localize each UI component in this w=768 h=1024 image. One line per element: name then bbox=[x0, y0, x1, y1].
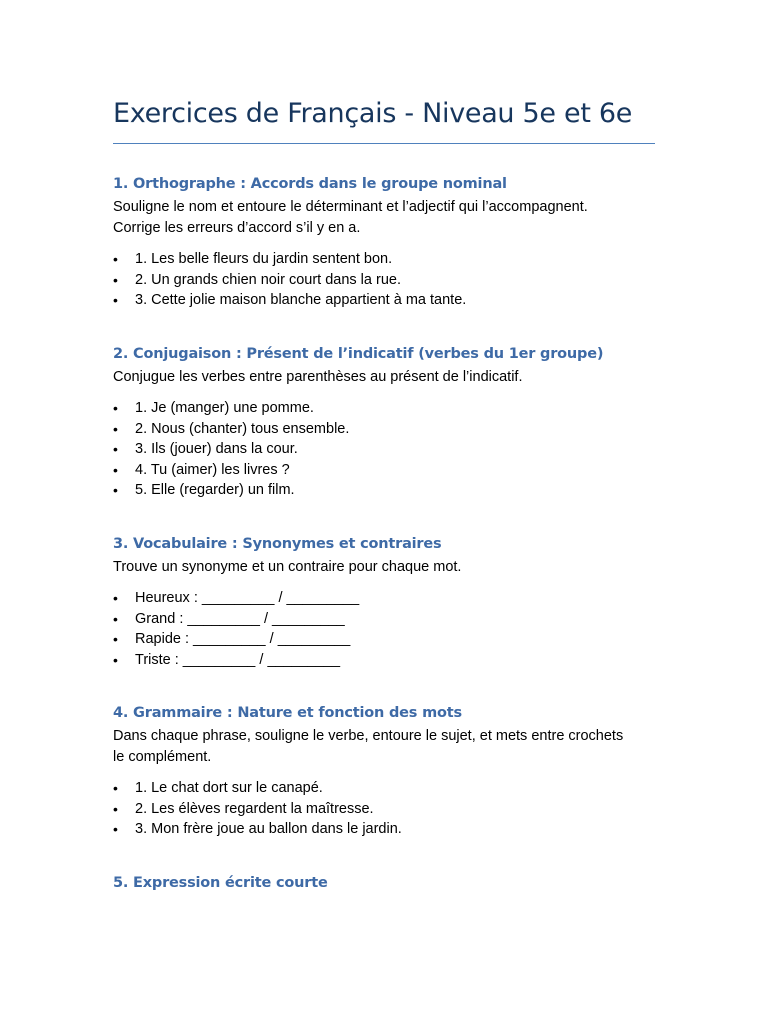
bullet-icon: • bbox=[113, 251, 118, 267]
bullet-icon: • bbox=[113, 590, 118, 606]
list-item-text: 3. Cette jolie maison blanche appartient à ma tante. bbox=[135, 292, 467, 308]
list-item-text: 1. Je (manger) une pomme. bbox=[135, 400, 314, 416]
bullet-icon: • bbox=[113, 271, 118, 288]
list-item bbox=[113, 799, 655, 820]
list-item-text: 2. Nous (chanter) tous ensemble. bbox=[135, 420, 350, 437]
exercise-list bbox=[113, 398, 655, 501]
exercise-list bbox=[113, 778, 655, 840]
section-instructions: Conjugue les verbes entre parenthèses au présent de l’indicatif. bbox=[113, 368, 523, 385]
bullet-icon: • bbox=[113, 780, 118, 796]
list-item bbox=[113, 398, 655, 419]
section-heading: 2. Conjugaison : Présent de l’indicatif (verbes du 1er groupe) bbox=[113, 345, 604, 362]
section-orthographe bbox=[113, 174, 655, 311]
list-item bbox=[113, 419, 655, 440]
section-expression-ecrite bbox=[113, 873, 655, 893]
section-heading: 3. Vocabulaire : Synonymes et contraires bbox=[113, 535, 442, 552]
list-item-text: 2. Les élèves regardent la maîtresse. bbox=[135, 800, 374, 817]
list-item-text: Grand : _________ / _________ bbox=[135, 610, 345, 627]
section-grammaire bbox=[113, 703, 655, 840]
section-vocabulaire bbox=[113, 534, 655, 671]
section-heading: 1. Orthographe : Accords dans le groupe nominal bbox=[113, 176, 507, 192]
list-item bbox=[113, 460, 655, 481]
list-item bbox=[113, 819, 655, 840]
list-item bbox=[113, 778, 655, 799]
list-item bbox=[113, 480, 655, 501]
list-item bbox=[113, 270, 655, 291]
section-instructions: Dans chaque phrase, souligne le verbe, entoure le sujet, et mets entre crochets le complément. bbox=[113, 728, 624, 765]
list-item-text: 5. Elle (regarder) un film. bbox=[135, 482, 295, 498]
list-item-text: 1. Les belle fleurs du jardin sentent bon. bbox=[135, 251, 393, 267]
bullet-icon: • bbox=[113, 651, 118, 668]
list-item-text: 3. Mon frère joue au ballon dans le jardin. bbox=[135, 821, 402, 837]
bullet-icon: • bbox=[113, 441, 118, 457]
bullet-icon: • bbox=[113, 420, 118, 437]
list-item bbox=[113, 290, 655, 311]
bullet-icon: • bbox=[113, 821, 118, 837]
list-item-text: 3. Ils (jouer) dans la cour. bbox=[135, 441, 298, 457]
list-item bbox=[113, 650, 655, 671]
list-item bbox=[113, 629, 655, 650]
bullet-icon: • bbox=[113, 292, 118, 308]
bullet-icon: • bbox=[113, 482, 118, 498]
section-heading: 5. Expression écrite courte bbox=[113, 874, 328, 891]
bullet-icon: • bbox=[113, 631, 118, 647]
bullet-icon: • bbox=[113, 400, 118, 416]
bullet-icon: • bbox=[113, 610, 118, 627]
list-item bbox=[113, 588, 655, 609]
list-item-text: Rapide : _________ / _________ bbox=[135, 631, 351, 647]
section-instructions: Trouve un synonyme et un contraire pour chaque mot. bbox=[113, 558, 462, 575]
exercise-list bbox=[113, 588, 655, 670]
list-item bbox=[113, 439, 655, 460]
list-item-text: 4. Tu (aimer) les livres ? bbox=[135, 461, 290, 478]
section-heading: 4. Grammaire : Nature et fonction des mots bbox=[113, 705, 462, 721]
section-conjugaison bbox=[113, 344, 655, 501]
bullet-icon: • bbox=[113, 461, 118, 478]
list-item bbox=[113, 249, 655, 270]
list-item-text: 1. Le chat dort sur le canapé. bbox=[135, 780, 323, 796]
list-item bbox=[113, 609, 655, 630]
exercise-list bbox=[113, 249, 655, 311]
list-item-text: Heureux : _________ / _________ bbox=[135, 590, 360, 606]
list-item-text: Triste : _________ / _________ bbox=[135, 651, 341, 668]
section-instructions: Souligne le nom et entoure le déterminant et l’adjectif qui l’accompagnent. Corrige les erreurs d’accord s’il y en a. bbox=[113, 199, 588, 236]
document-title: Exercices de Français - Niveau 5e et 6e bbox=[113, 94, 655, 144]
bullet-icon: • bbox=[113, 800, 118, 817]
list-item-text: 2. Un grands chien noir court dans la rue. bbox=[135, 271, 401, 288]
document-page bbox=[113, 94, 655, 893]
